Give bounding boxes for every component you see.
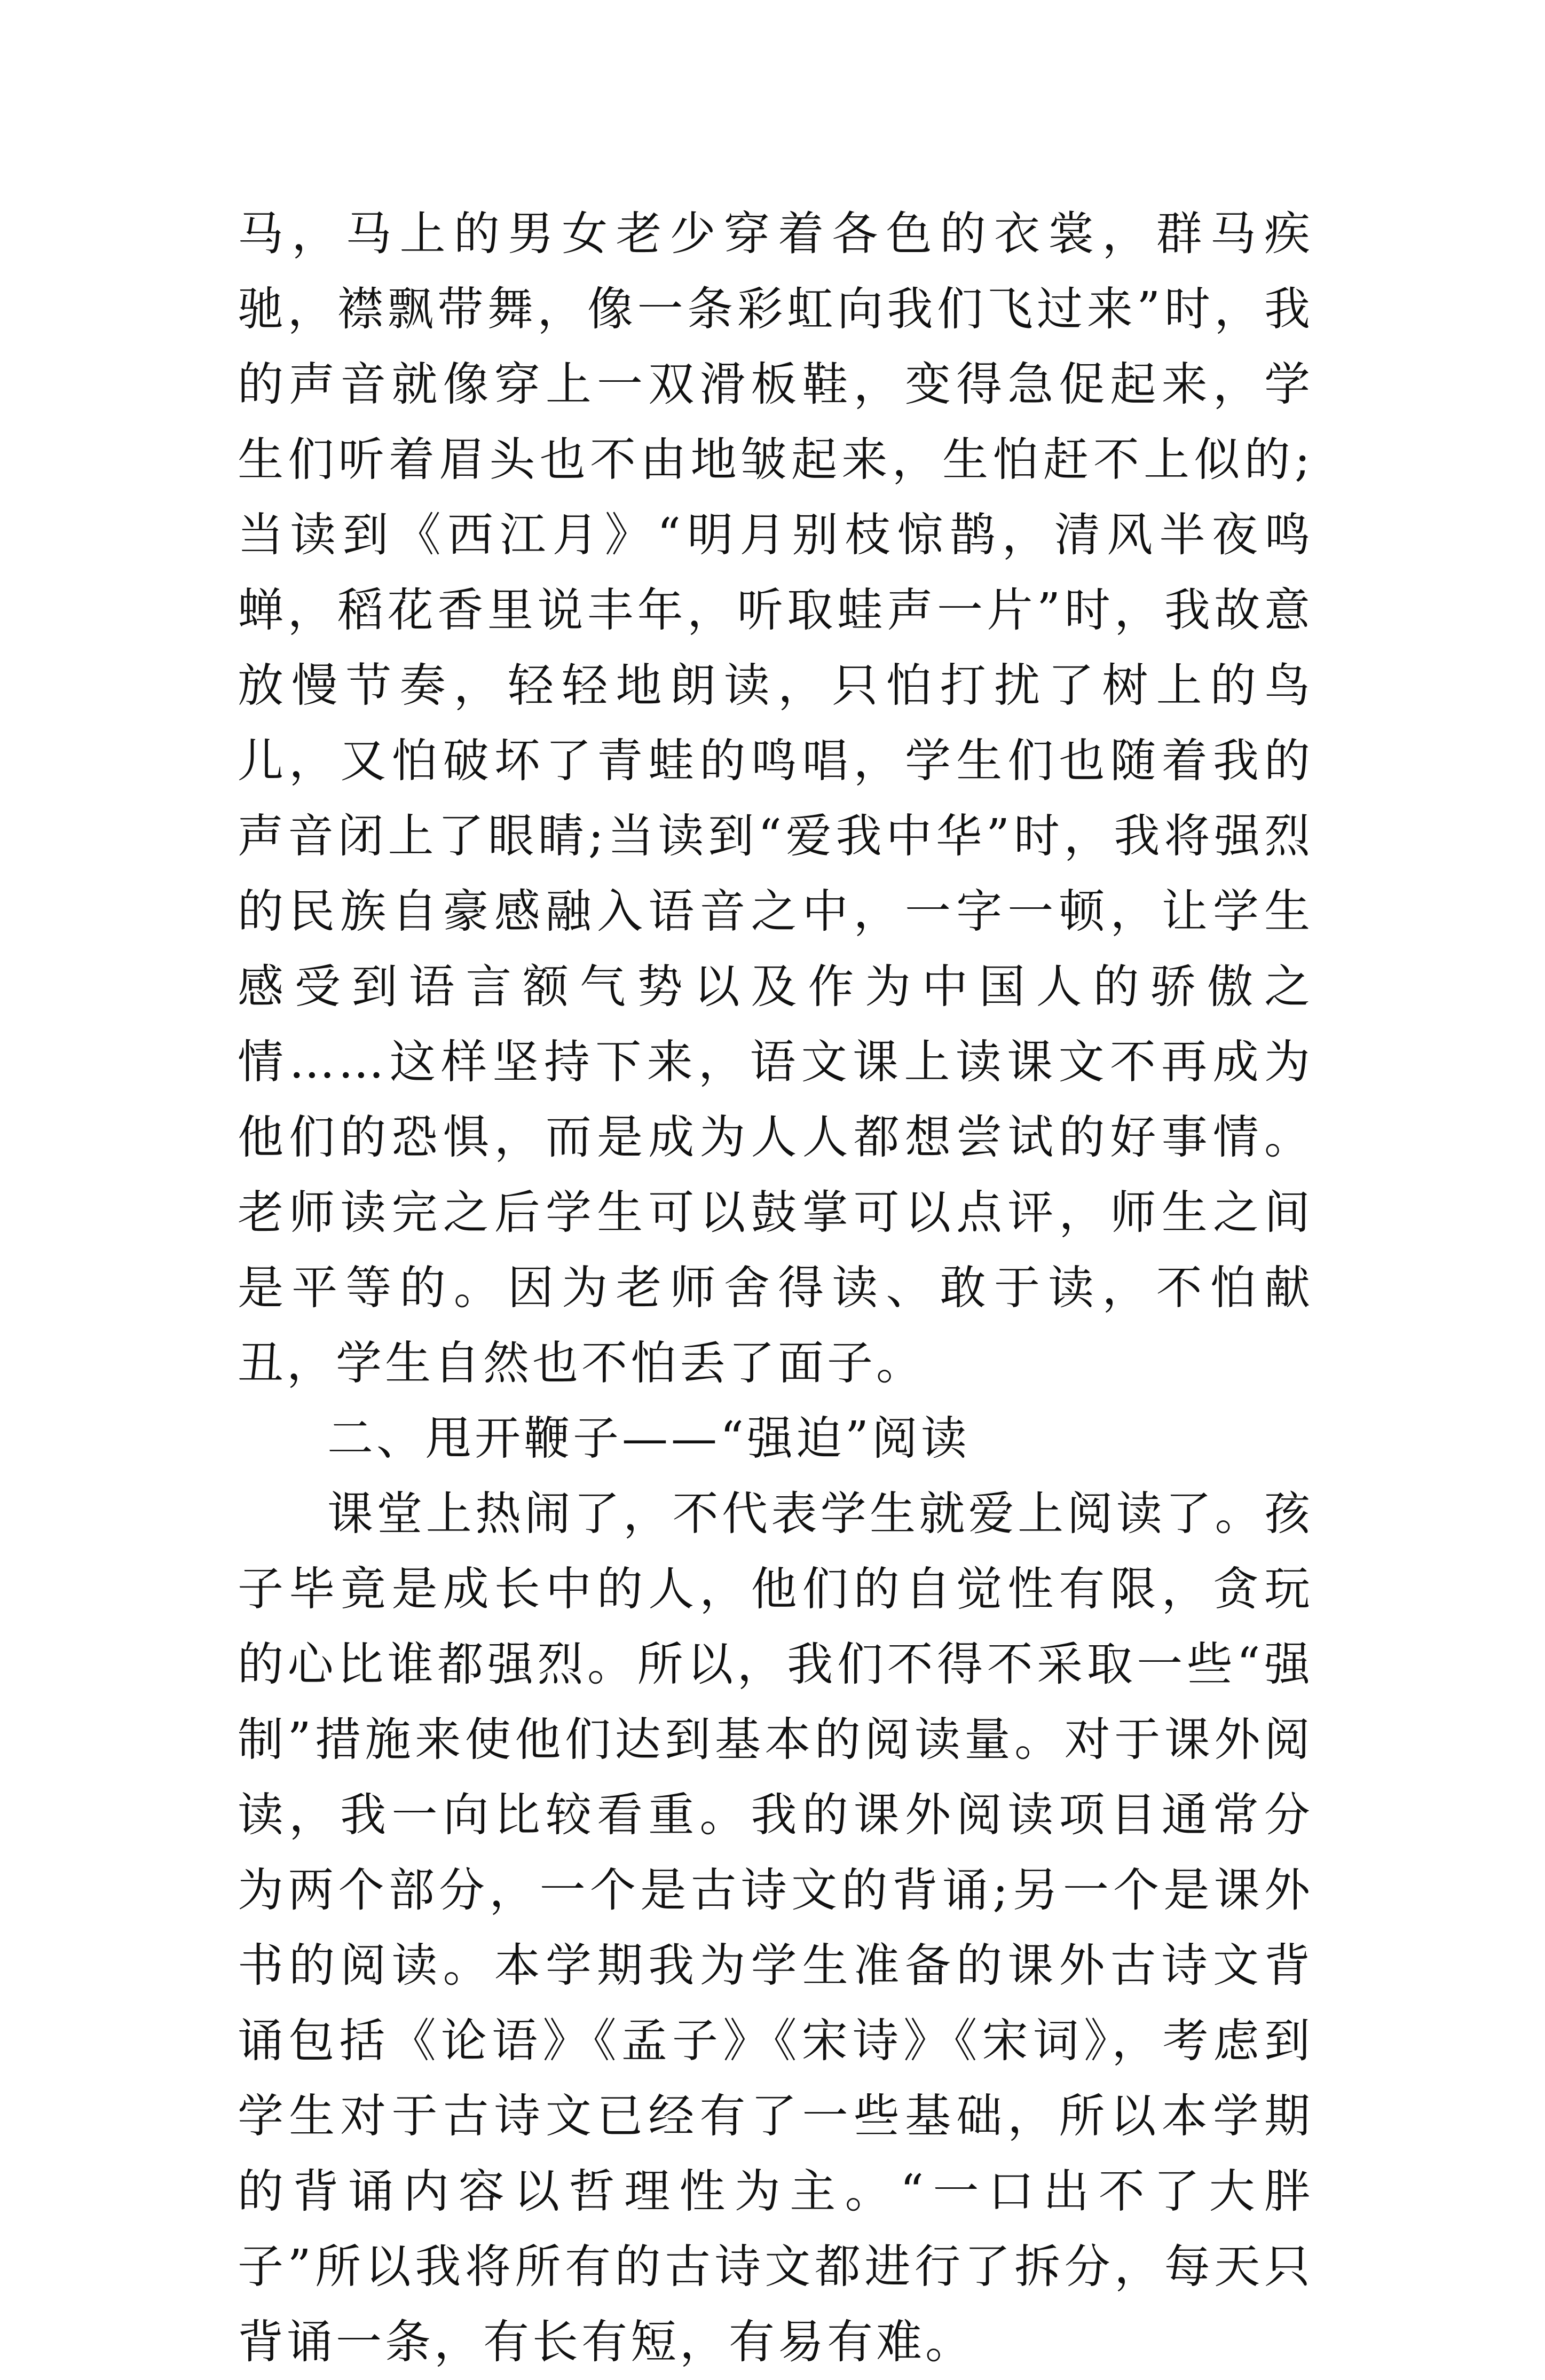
document-body	[238, 197, 1313, 2380]
section-heading-forced-reading: 二、甩开鞭子——“强迫”阅读	[327, 1412, 970, 1465]
paragraph-reading-aloud: 马，马上的男女老少穿着各色的衣裳，群马疾驰，襟飘带舞，像一条彩虹向我们飞过来”时，我的声音就像穿上一双滑板鞋，变得急促起来，学生们听着眉头也不由地皱起来，生怕赶不上似的;当读到《西江月》“明月别枝惊鹊，清风半夜鸣蝉，稻花香里说丰年，听取蛙声一片”时，我故意放慢节奏，轻轻地朗读，只怕打扰了树上的鸟儿，又怕破坏了青蛙的鸣唱，学生们也随着我的声音闭上了眼睛;当读到“爱我中华”时，我将强烈的民族自豪感融入语音之中，一字一顿，让学生感受到语言额气势以及作为中国人的骄傲之情……这样坚持下来，语文课上读课文不再成为他们的恐惧，而是成为人人都想尝试的好事情。老师读完之后学生可以鼓掌可以点评，师生之间是平等的。因为老师舍得读、敢于读，不怕献丑，学生自然也不怕丢了面子。	[238, 207, 1313, 1390]
paragraph-extracurricular-reading: 课堂上热闹了，不代表学生就爱上阅读了。孩子毕竟是成长中的人，他们的自觉性有限，贪玩的心比谁都强烈。所以，我们不得不采取一些“强制”措施来使他们达到基本的阅读量。对于课外阅读，我一向比较看重。我的课外阅读项目通常分为两个部分，一个是古诗文的背诵;另一个是课外书的阅读。本学期我为学生准备的课外古诗文背诵包括《论语》《孟子》《宋诗》《宋词》，考虑到学生对于古诗文已经有了一些基础，所以本学期的背诵内容以哲理性为主。“一口出不了大胖子”所以我将所有的古诗文都进行了拆分，每天只背诵一条，有长有短，有易有难。	[238, 1487, 1313, 2369]
